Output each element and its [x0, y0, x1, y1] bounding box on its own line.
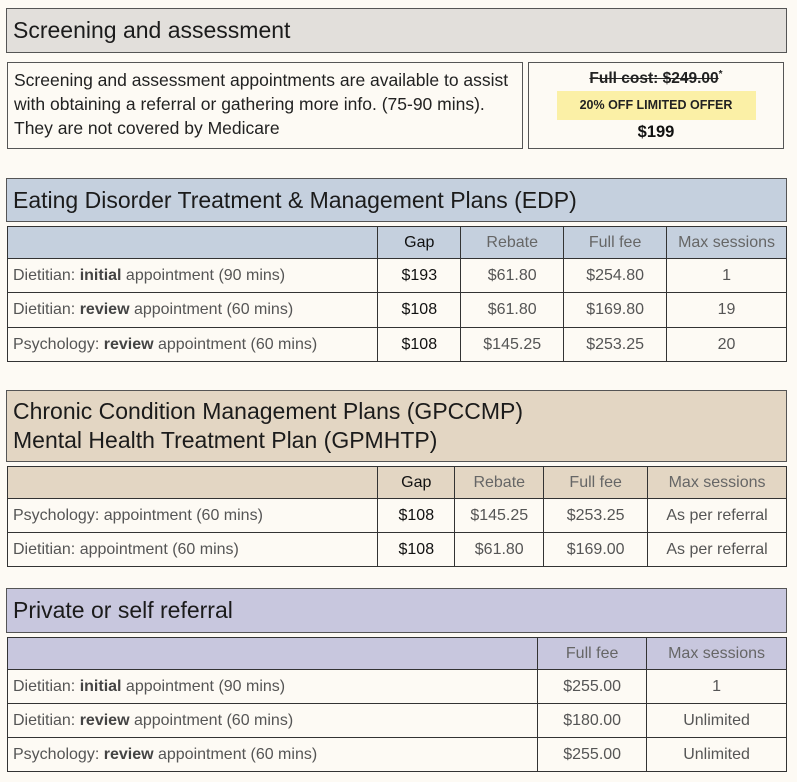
row-label: Dietitian: initial appointment (90 mins) [8, 670, 538, 704]
table-row [8, 499, 787, 533]
edp-header [6, 178, 787, 222]
offer-price: $199 [637, 123, 675, 142]
edp-col-rebate: Rebate [461, 227, 564, 259]
row-label: Psychology: review appointment (60 mins) [8, 328, 378, 362]
edp-table [7, 226, 787, 362]
row-max-sessions: Unlimited [647, 704, 787, 738]
table-row [8, 328, 787, 362]
private-col-label [8, 638, 538, 670]
private-header [6, 588, 787, 633]
row-full-fee: $253.25 [544, 499, 648, 533]
row-label: Dietitian: review appointment (60 mins) [8, 704, 538, 738]
gpccmp-header [6, 390, 787, 462]
screening-description: Screening and assessment appointments are available to assist with obtaining a referral or gathering more info. (75-90 mins). They are not covered by Medicare [14, 70, 509, 138]
row-gap: $108 [378, 499, 455, 533]
row-max-sessions: As per referral [648, 499, 787, 533]
row-label: Psychology: review appointment (60 mins) [8, 738, 538, 772]
screening-title: Screening and assessment [13, 17, 291, 43]
table-row [8, 533, 787, 567]
row-max-sessions: 20 [667, 328, 787, 362]
row-label: Dietitian: appointment (60 mins) [8, 533, 378, 567]
row-max-sessions: As per referral [648, 533, 787, 567]
row-gap: $108 [378, 328, 461, 362]
private-title: Private or self referral [13, 597, 233, 623]
row-full-fee: $255.00 [538, 670, 647, 704]
row-rebate: $61.80 [455, 533, 544, 567]
gpccmp-title-line1: Chronic Condition Management Plans (GPCCMP) [13, 398, 524, 424]
row-max-sessions: 19 [667, 293, 787, 328]
row-max-sessions: 1 [667, 259, 787, 293]
row-full-fee: $169.00 [544, 533, 648, 567]
edp-col-max-sessions: Max sessions [667, 227, 787, 259]
row-label: Dietitian: initial appointment (90 mins) [8, 259, 378, 293]
screening-header [6, 8, 787, 53]
edp-col-full-fee: Full fee [564, 227, 667, 259]
gpccmp-title-line2: Mental Health Treatment Plan (GPMHTP) [13, 427, 438, 453]
row-gap: $193 [378, 259, 461, 293]
row-label: Dietitian: review appointment (60 mins) [8, 293, 378, 328]
private-table [7, 637, 787, 772]
gpccmp-col-full-fee: Full fee [544, 467, 648, 499]
private-header-row [8, 638, 787, 670]
screening-description-box [7, 62, 523, 149]
gpccmp-col-rebate: Rebate [455, 467, 544, 499]
row-rebate: $145.25 [455, 499, 544, 533]
edp-col-label [8, 227, 378, 259]
gpccmp-col-gap: Gap [378, 467, 455, 499]
private-col-full-fee: Full fee [538, 638, 647, 670]
row-rebate: $145.25 [461, 328, 564, 362]
row-full-fee: $253.25 [564, 328, 667, 362]
row-rebate: $61.80 [461, 293, 564, 328]
gpccmp-col-label [8, 467, 378, 499]
row-max-sessions: Unlimited [647, 738, 787, 772]
row-full-fee: $180.00 [538, 704, 647, 738]
row-label: Psychology: appointment (60 mins) [8, 499, 378, 533]
table-row [8, 259, 787, 293]
full-cost-text: Full cost: $249.00 [589, 70, 719, 88]
edp-title: Eating Disorder Treatment & Management Plans (EDP) [13, 186, 577, 213]
full-cost [529, 69, 783, 88]
full-cost-asterisk: * [718, 69, 723, 80]
row-full-fee: $169.80 [564, 293, 667, 328]
table-row [8, 293, 787, 328]
gpccmp-table [7, 466, 787, 567]
row-gap: $108 [378, 533, 455, 567]
edp-header-row [8, 227, 787, 259]
gpccmp-header-row [8, 467, 787, 499]
row-full-fee: $255.00 [538, 738, 647, 772]
table-row [8, 704, 787, 738]
row-max-sessions: 1 [647, 670, 787, 704]
row-rebate: $61.80 [461, 259, 564, 293]
row-full-fee: $254.80 [564, 259, 667, 293]
table-row [8, 670, 787, 704]
gpccmp-col-max-sessions: Max sessions [648, 467, 787, 499]
offer-badge: 20% OFF LIMITED OFFER [557, 91, 756, 120]
private-col-max-sessions: Max sessions [647, 638, 787, 670]
edp-col-gap: Gap [378, 227, 461, 259]
screening-price-box [528, 62, 784, 149]
table-row [8, 738, 787, 772]
row-gap: $108 [378, 293, 461, 328]
